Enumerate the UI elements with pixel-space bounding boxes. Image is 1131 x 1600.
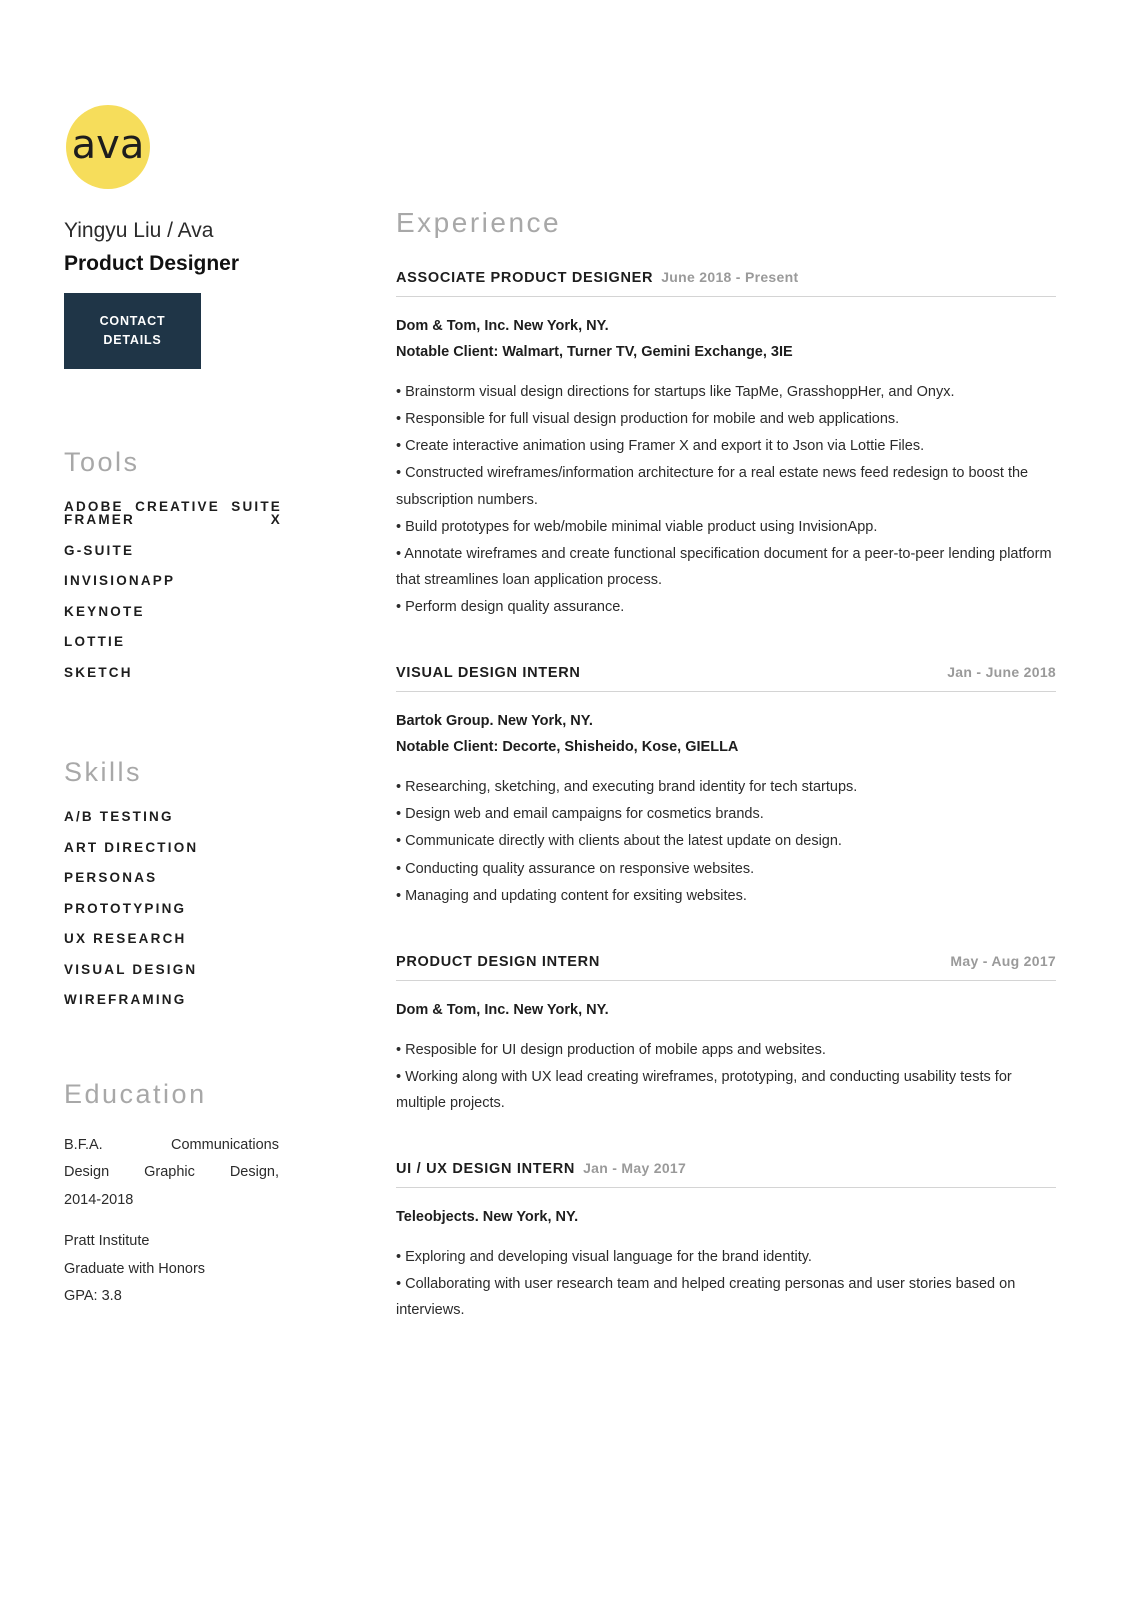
job-bullet: • Resposible for UI design production of mobile apps and websites. [396, 1041, 826, 1058]
job-company: Bartok Group. New York, NY. [396, 713, 593, 730]
job-bullets [396, 1244, 1056, 1323]
education-heading: Education [64, 1078, 207, 1109]
job-title: UI / UX DESIGN INTERN [396, 1161, 576, 1178]
tools-section [64, 447, 344, 680]
education-degree-line1: B.F.A. Communications [64, 1136, 279, 1153]
skills-item: VISUAL DESIGN [64, 961, 198, 977]
avatar-logo [66, 105, 150, 189]
experience-heading: Experience [396, 207, 562, 238]
job-client: Notable Client: Decorte, Shisheido, Kose, GIELLA [396, 739, 739, 756]
contact-button-line1: CONTACT [99, 313, 166, 328]
job-bullet: • Create interactive animation using Framer X and export it to Json via Lottie Files. [396, 438, 925, 455]
skills-section [64, 757, 344, 1007]
tools-item: LOTTIE [64, 634, 126, 650]
job-company: Dom & Tom, Inc. New York, NY. [396, 1001, 609, 1018]
job-bullet: • Researching, sketching, and executing brand identity for tech startups. [396, 779, 858, 796]
tools-item: ADOBE CREATIVE SUITE FRAMER X [64, 498, 282, 528]
experience-entry-header [396, 664, 1056, 692]
sidebar [64, 105, 344, 1311]
tools-heading: Tools [64, 446, 140, 477]
job-bullet: • Annotate wireframes and create functional specification document for a peer-to-peer lending platform that streamlines loan application process. [396, 545, 1052, 588]
tools-item: G-SUITE [64, 542, 135, 558]
experience-entry [396, 664, 1056, 909]
job-bullet: • Collaborating with user research team and helped creating personas and user stories based on interviews. [396, 1276, 1016, 1319]
education-honors: Graduate with Honors [64, 1260, 206, 1277]
skills-item: UX RESEARCH [64, 931, 187, 947]
experience-entry-header [396, 269, 1056, 297]
skills-item: A/B TESTING [64, 809, 174, 825]
skills-item: ART DIRECTION [64, 839, 199, 855]
job-bullet: • Exploring and developing visual language for the brand identity. [396, 1249, 812, 1266]
education-degree-line2: Design Graphic Design, [64, 1164, 279, 1181]
job-company: Dom & Tom, Inc. New York, NY. [396, 318, 609, 334]
education-degree-line3: 2014-2018 [64, 1191, 134, 1208]
skills-item: PROTOTYPING [64, 900, 187, 916]
experience-entry-header [396, 1160, 1056, 1188]
job-bullet: • Brainstorm visual design directions for startups like TapMe, GrasshoppHer, and Onyx. [396, 384, 955, 401]
education-gpa: GPA: 3.8 [64, 1288, 122, 1305]
job-bullet: • Working along with UX lead creating wireframes, prototyping, and conducting usability tests for multiple projects. [396, 1068, 1012, 1111]
job-bullets [396, 379, 1056, 620]
experience-entry [396, 269, 1056, 620]
experience-column [396, 207, 1056, 1367]
skills-item: WIREFRAMING [64, 992, 187, 1008]
skills-heading: Skills [64, 757, 143, 788]
job-client: Notable Client: Walmart, Turner TV, Gemini Exchange, 3IE [396, 344, 793, 361]
job-bullets [396, 1037, 1056, 1116]
job-bullet: • Communicate directly with clients about the latest update on design. [396, 833, 842, 850]
tools-item: INVISIONAPP [64, 573, 176, 589]
tools-item: SKETCH [64, 664, 133, 680]
job-date: June 2018 - Present [661, 269, 799, 285]
job-title: PRODUCT DESIGN INTERN [396, 953, 601, 970]
experience-entry-header [396, 953, 1056, 981]
skills-item: PERSONAS [64, 870, 158, 886]
education-degree [64, 1132, 279, 1215]
job-date: May - Aug 2017 [950, 952, 1056, 969]
experience-entry [396, 953, 1056, 1116]
job-date: Jan - May 2017 [583, 1160, 687, 1177]
job-bullet: • Constructed wireframes/information architecture for a real estate news feed redesign to boost the subscription numbers. [396, 465, 1029, 508]
job-bullet: • Managing and updating content for exsiting websites. [396, 887, 747, 904]
job-company: Teleobjects. New York, NY. [396, 1209, 579, 1226]
job-bullet: • Responsible for full visual design production for mobile and web applications. [396, 411, 900, 428]
job-bullets [396, 774, 1056, 908]
job-bullet: • Design web and email campaigns for cosmetics brands. [396, 806, 764, 823]
education-school-block [64, 1228, 279, 1311]
logo-text: ava [71, 122, 145, 168]
education-school: Pratt Institute [64, 1233, 150, 1250]
contact-details-button[interactable] [64, 293, 201, 369]
job-title: ASSOCIATE PRODUCT DESIGNER [396, 270, 654, 286]
contact-button-line2: DETAILS [103, 332, 162, 347]
tools-item: KEYNOTE [64, 603, 145, 619]
candidate-role: Product Designer [64, 252, 240, 276]
job-bullet: • Build prototypes for web/mobile minimal viable product using InvisionApp. [396, 518, 878, 535]
job-bullet: • Perform design quality assurance. [396, 598, 625, 615]
job-date: Jan - June 2018 [947, 664, 1056, 681]
job-bullet: • Conducting quality assurance on responsive websites. [396, 860, 755, 877]
education-section [64, 1079, 344, 1311]
job-title: VISUAL DESIGN INTERN [396, 665, 581, 682]
experience-entry [396, 1160, 1056, 1323]
candidate-name: Yingyu Liu / Ava [64, 219, 214, 242]
